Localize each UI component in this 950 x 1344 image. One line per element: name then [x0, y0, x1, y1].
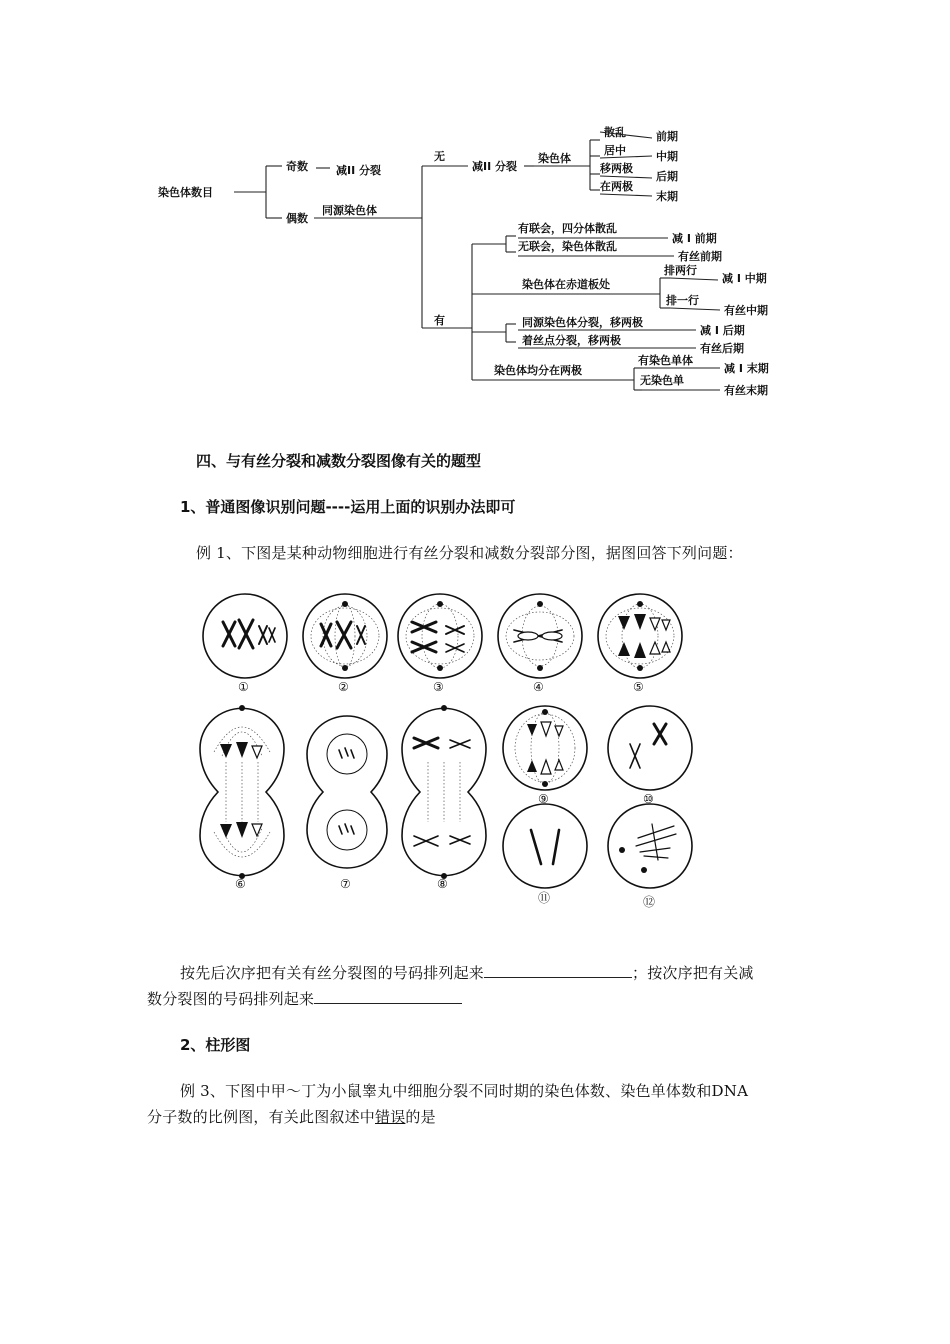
tree-b3: 染色体在赤道板处 — [522, 278, 610, 291]
tree-state-4: 在两极 — [600, 180, 633, 193]
tree-b6b: 无染色单 — [640, 374, 684, 387]
tree-state-2: 居中 — [604, 144, 626, 157]
answer-blank-mitosis[interactable] — [484, 963, 632, 978]
tree-b3a-result: 减 I 中期 — [722, 272, 767, 285]
cell-label-6: ⑥ — [235, 877, 246, 891]
cell-label-11: ⑪ — [538, 891, 551, 905]
tree-none-stage: 减II 分裂 — [472, 160, 518, 173]
tree-b2: 无联会，染色体散乱 — [518, 240, 617, 253]
tree-b6a: 有染色单体 — [638, 354, 693, 367]
tree-odd-result: 减II 分裂 — [336, 164, 382, 177]
cell-10 — [608, 706, 692, 790]
tree-odd: 奇数 — [286, 160, 308, 173]
tree-b6: 染色体均分在两极 — [494, 364, 582, 377]
tree-b1-result: 减 I 前期 — [672, 232, 717, 245]
tree-b2-result: 有丝前期 — [678, 250, 722, 263]
question-line-2-text: 数分裂图的号码排列起来 — [147, 990, 315, 1008]
cell-12 — [608, 804, 692, 888]
cell-5 — [598, 594, 682, 678]
tree-b3b-result: 有丝中期 — [724, 304, 768, 317]
tree-state-1: 散乱 — [604, 126, 626, 139]
tree-even: 偶数 — [286, 212, 308, 225]
tree-phase-3: 后期 — [656, 170, 678, 183]
tree-b3a: 排两行 — [664, 264, 697, 277]
tree-has: 有 — [434, 314, 445, 327]
question-line-2 — [147, 988, 462, 1009]
example-3-line-2 — [147, 1106, 436, 1127]
cell-label-12: ⑫ — [643, 895, 656, 909]
tree-b6b-result: 有丝末期 — [724, 384, 768, 397]
cell-label-5: ⑤ — [633, 680, 644, 694]
subsection-2-heading: 2、柱形图 — [180, 1036, 251, 1054]
tree-homologous: 同源染色体 — [322, 204, 377, 217]
tree-phase-2: 中期 — [656, 150, 678, 163]
tree-b1: 有联会，四分体散乱 — [518, 222, 617, 235]
cell-label-1: ① — [238, 680, 249, 694]
tree-b3b: 排一行 — [666, 294, 699, 307]
cell-label-9: ⑨ — [538, 792, 549, 806]
chromosome-key-diagram — [150, 118, 790, 398]
tree-none-chromosome: 染色体 — [538, 152, 571, 165]
cell-2 — [303, 594, 387, 678]
example-3-line-2-a: 分子数的比例图，有关此图叙述中 — [147, 1108, 376, 1126]
tree-phase-4: 末期 — [656, 190, 678, 203]
tree-none: 无 — [434, 150, 445, 163]
tree-b6a-result: 减 I 末期 — [724, 362, 769, 375]
cell-1 — [203, 594, 287, 678]
cell-label-2: ② — [338, 680, 349, 694]
cell-label-4: ④ — [533, 680, 544, 694]
cell-label-3: ③ — [433, 680, 444, 694]
cell-label-8: ⑧ — [437, 877, 448, 891]
cell-11 — [503, 804, 587, 888]
cell-3 — [398, 594, 482, 678]
example-3-line-2-b: 的是 — [405, 1108, 436, 1126]
cell-division-figure — [190, 588, 710, 918]
question-part-1: 按先后次序把有关有丝分裂图的号码排列起来 — [180, 964, 485, 982]
example-3-line-1: 例 3、下图中甲～丁为小鼠睾丸中细胞分裂不同时期的染色体数、染色单体数和DNA — [180, 1082, 749, 1100]
section-4-heading: 四、与有丝分裂和减数分裂图像有关的题型 — [196, 452, 482, 470]
cell-9 — [503, 706, 587, 790]
cell-4 — [498, 594, 582, 678]
question-line-1 — [180, 962, 754, 983]
tree-b5: 着丝点分裂，移两极 — [522, 334, 621, 347]
cell-8 — [402, 705, 486, 879]
tree-phase-1: 前期 — [656, 130, 678, 143]
question-part-2: ；按次序把有关减 — [632, 964, 754, 982]
cell-6 — [200, 705, 284, 879]
answer-blank-meiosis[interactable] — [314, 989, 462, 1004]
tree-b4-result: 减 I 后期 — [700, 324, 745, 337]
cell-label-10: ⑩ — [643, 792, 654, 806]
subsection-1-heading: 1、普通图像识别问题----运用上面的识别办法即可 — [180, 498, 516, 516]
tree-root: 染色体数目 — [158, 186, 213, 199]
example-1-text: 例 1、下图是某种动物细胞进行有丝分裂和减数分裂部分图，据图回答下列问题： — [196, 544, 743, 562]
cell-7 — [307, 716, 387, 868]
cell-label-7: ⑦ — [340, 877, 351, 891]
tree-b5-result: 有丝后期 — [700, 342, 744, 355]
example-3-underlined: 错误 — [375, 1108, 406, 1126]
tree-state-3: 移两极 — [600, 162, 633, 175]
tree-b4: 同源染色体分裂，移两极 — [522, 316, 643, 329]
